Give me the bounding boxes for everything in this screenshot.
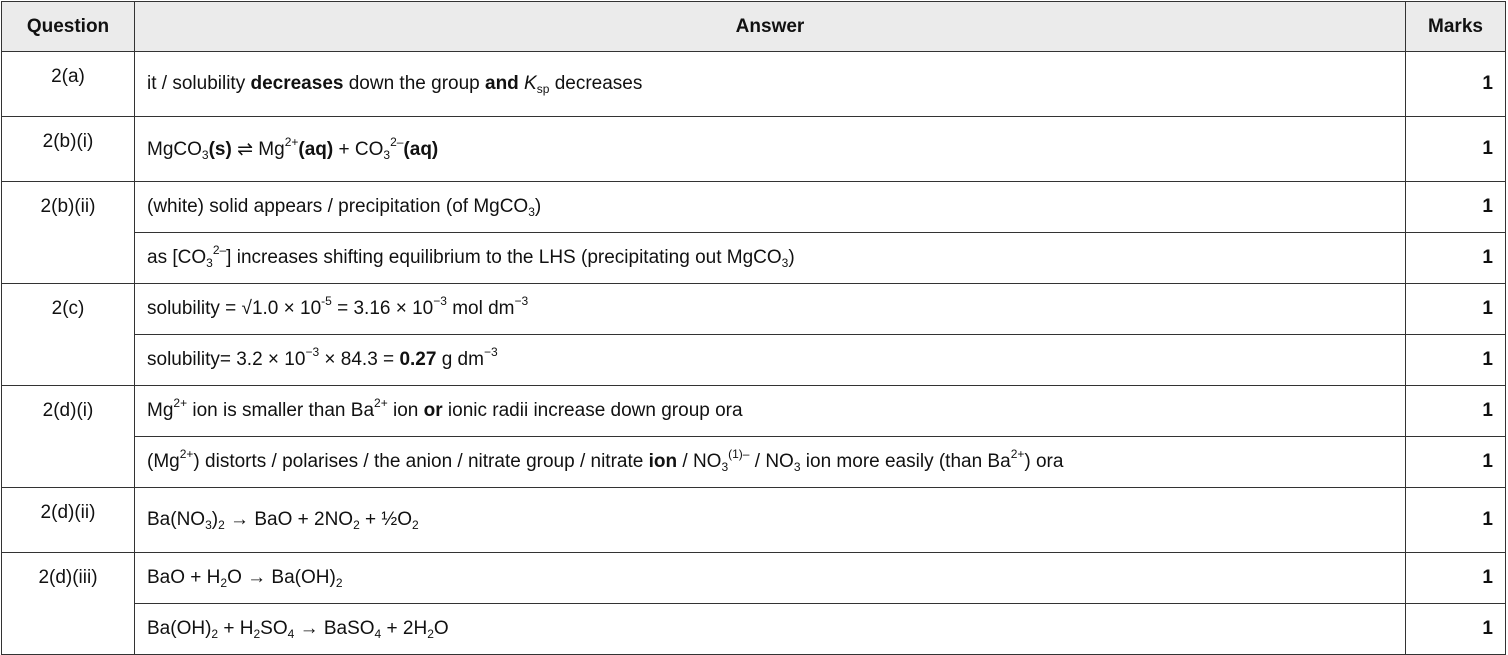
answer-text-segment: (aq) [298, 138, 334, 160]
answer-cell [135, 604, 1406, 655]
answer-text-segment: or [423, 400, 443, 421]
answer-text-segment: sp [536, 82, 550, 96]
answer-text-segment: (aq) [403, 138, 439, 160]
marks-cell: 1 [1406, 335, 1506, 386]
answer-text-segment: ) [534, 196, 542, 217]
answer-text-segment: g dm [436, 349, 484, 370]
answer-text-segment: 3 [383, 147, 391, 162]
answer-text-segment: 3 [721, 460, 729, 474]
answer-text-segment: 2 [218, 518, 225, 532]
answer-text-segment: 2 [335, 576, 343, 590]
table-row [2, 233, 1506, 284]
answer-text-segment: 2– [390, 134, 404, 149]
answer-text-segment: 3 [528, 205, 535, 219]
marks-cell: 1 [1406, 182, 1506, 233]
answer-text-segment: and [485, 73, 519, 94]
answer-text-segment: 2 [253, 627, 261, 641]
answer-text-segment: −3 [305, 345, 320, 359]
marks-cell: 1 [1406, 233, 1506, 284]
answer-cell [135, 117, 1406, 182]
answer-text-segment: solubility= 3.2 × 10 [147, 349, 306, 370]
answer-text-segment: 2 [427, 627, 434, 641]
marks-cell: 1 [1406, 284, 1506, 335]
answer-text-segment: 3 [781, 256, 789, 270]
answer-text-segment: 3 [205, 518, 212, 532]
question-cell: 2(d)(i) [2, 386, 135, 488]
marks-cell: 1 [1406, 437, 1506, 488]
answer-text-segment: 2+ [173, 396, 188, 410]
answer-text-segment: ion [648, 451, 678, 472]
answer-text-segment: → BaSO [294, 618, 375, 639]
question-cell: 2(d)(ii) [2, 488, 135, 553]
answer-text-segment: O → Ba(OH) [227, 567, 336, 588]
answer-text-segment: (s) [208, 138, 232, 160]
header-marks: Marks [1406, 2, 1506, 52]
answer-text-segment: 4 [287, 627, 295, 641]
table-row [2, 386, 1506, 437]
answer-text-segment: ⇌ Mg [231, 138, 285, 160]
answer-text-segment: MgCO [147, 138, 202, 160]
answer-text-segment: + CO [333, 138, 384, 160]
answer-text-segment: it / solubility [147, 73, 251, 94]
answer-text-segment: −3 [514, 294, 529, 308]
answer-text-segment: 2– [212, 243, 227, 257]
marks-cell: 1 [1406, 52, 1506, 117]
table-row [2, 52, 1506, 117]
header-question: Question [2, 2, 135, 52]
answer-text-segment: 0.27 [399, 349, 437, 370]
answer-text-segment: BaO + H [147, 567, 221, 588]
answer-cell [135, 335, 1406, 386]
table-row [2, 182, 1506, 233]
answer-text-segment: ion more easily (than Ba [800, 451, 1011, 472]
answer-text-segment: + 2H [381, 618, 428, 639]
answer-cell [135, 553, 1406, 604]
answer-text-segment: (1)– [728, 447, 750, 461]
question-cell: 2(b)(ii) [2, 182, 135, 284]
question-cell: 2(c) [2, 284, 135, 386]
header-answer: Answer [135, 2, 1406, 52]
question-cell: 2(d)(iii) [2, 553, 135, 655]
answer-cell [135, 488, 1406, 553]
answer-text-segment: −3 [483, 345, 498, 359]
table-row [2, 284, 1506, 335]
answer-text-segment: 2 [220, 576, 228, 590]
table-row [2, 335, 1506, 386]
answer-text-segment: decreases [250, 73, 344, 94]
answer-text-segment: ionic radii increase down group ora [442, 400, 743, 421]
answer-cell [135, 52, 1406, 117]
answer-cell [135, 284, 1406, 335]
answer-text-segment: solubility = √1.0 × 10 [147, 298, 322, 319]
table-row [2, 553, 1506, 604]
answer-text-segment: ion [387, 400, 424, 421]
answer-text-segment: as [CO [147, 247, 207, 268]
mark-scheme-table [1, 1, 1506, 655]
question-cell: 2(a) [2, 52, 135, 117]
answer-text-segment: 2+ [284, 134, 299, 149]
answer-cell [135, 386, 1406, 437]
answer-text-segment: / NO [677, 451, 722, 472]
answer-text-segment: Ba(OH) [147, 618, 212, 639]
answer-text-segment: + H [218, 618, 254, 639]
answer-text-segment: ) ora [1024, 451, 1064, 472]
answer-text-segment: / NO [749, 451, 794, 472]
answer-text-segment: 2 [412, 518, 419, 532]
answer-text-segment: = 3.16 × 10 [331, 298, 434, 319]
answer-text-segment: -5 [321, 294, 332, 308]
answer-text-segment: 2 [353, 518, 360, 532]
answer-text-segment: K [518, 73, 537, 94]
answer-text-segment: Mg [147, 400, 174, 421]
answer-text-segment: decreases [549, 73, 643, 94]
answer-text-segment: 3 [201, 147, 209, 162]
answer-cell [135, 182, 1406, 233]
answer-text-segment: −3 [433, 294, 447, 308]
answer-text-segment: 3 [206, 256, 213, 270]
header-row [2, 2, 1506, 52]
answer-text-segment: 2+ [374, 396, 388, 410]
answer-cell [135, 233, 1406, 284]
answer-text-segment: O [433, 618, 449, 639]
marks-cell: 1 [1406, 553, 1506, 604]
answer-text-segment: ion is smaller than Ba [187, 400, 375, 421]
answer-text-segment: → BaO + 2NO [224, 509, 354, 530]
answer-text-segment: 2 [211, 627, 219, 641]
table-row [2, 437, 1506, 488]
marks-cell: 1 [1406, 386, 1506, 437]
answer-text-segment: mol dm [446, 298, 515, 319]
answer-cell [135, 437, 1406, 488]
answer-text-segment: ) [788, 247, 795, 268]
answer-text-segment: ) [211, 509, 219, 530]
table-row [2, 604, 1506, 655]
table-row [2, 488, 1506, 553]
answer-text-segment: 3 [793, 460, 801, 474]
answer-text-segment: ] increases shifting equilibrium to the LHS (precipitating out MgCO [226, 247, 782, 268]
marks-cell: 1 [1406, 488, 1506, 553]
answer-text-segment: + ½O [359, 509, 413, 530]
answer-text-segment: SO [260, 618, 288, 639]
table-row [2, 117, 1506, 182]
answer-text-segment: ) distorts / polarises / the anion / nitrate group / nitrate [193, 451, 649, 472]
answer-text-segment: Ba(NO [147, 509, 206, 530]
answer-text-segment: down the group [343, 73, 485, 94]
answer-text-segment: (Mg [147, 451, 180, 472]
marks-cell: 1 [1406, 604, 1506, 655]
answer-text-segment: 2+ [179, 447, 194, 461]
answer-text-segment: × 84.3 = [319, 349, 400, 370]
answer-text-segment: 4 [374, 627, 382, 641]
answer-text-segment: (white) solid appears / precipitation (of MgCO [147, 196, 529, 217]
answer-text-segment: 2+ [1010, 447, 1025, 461]
marks-cell: 1 [1406, 117, 1506, 182]
question-cell: 2(b)(i) [2, 117, 135, 182]
